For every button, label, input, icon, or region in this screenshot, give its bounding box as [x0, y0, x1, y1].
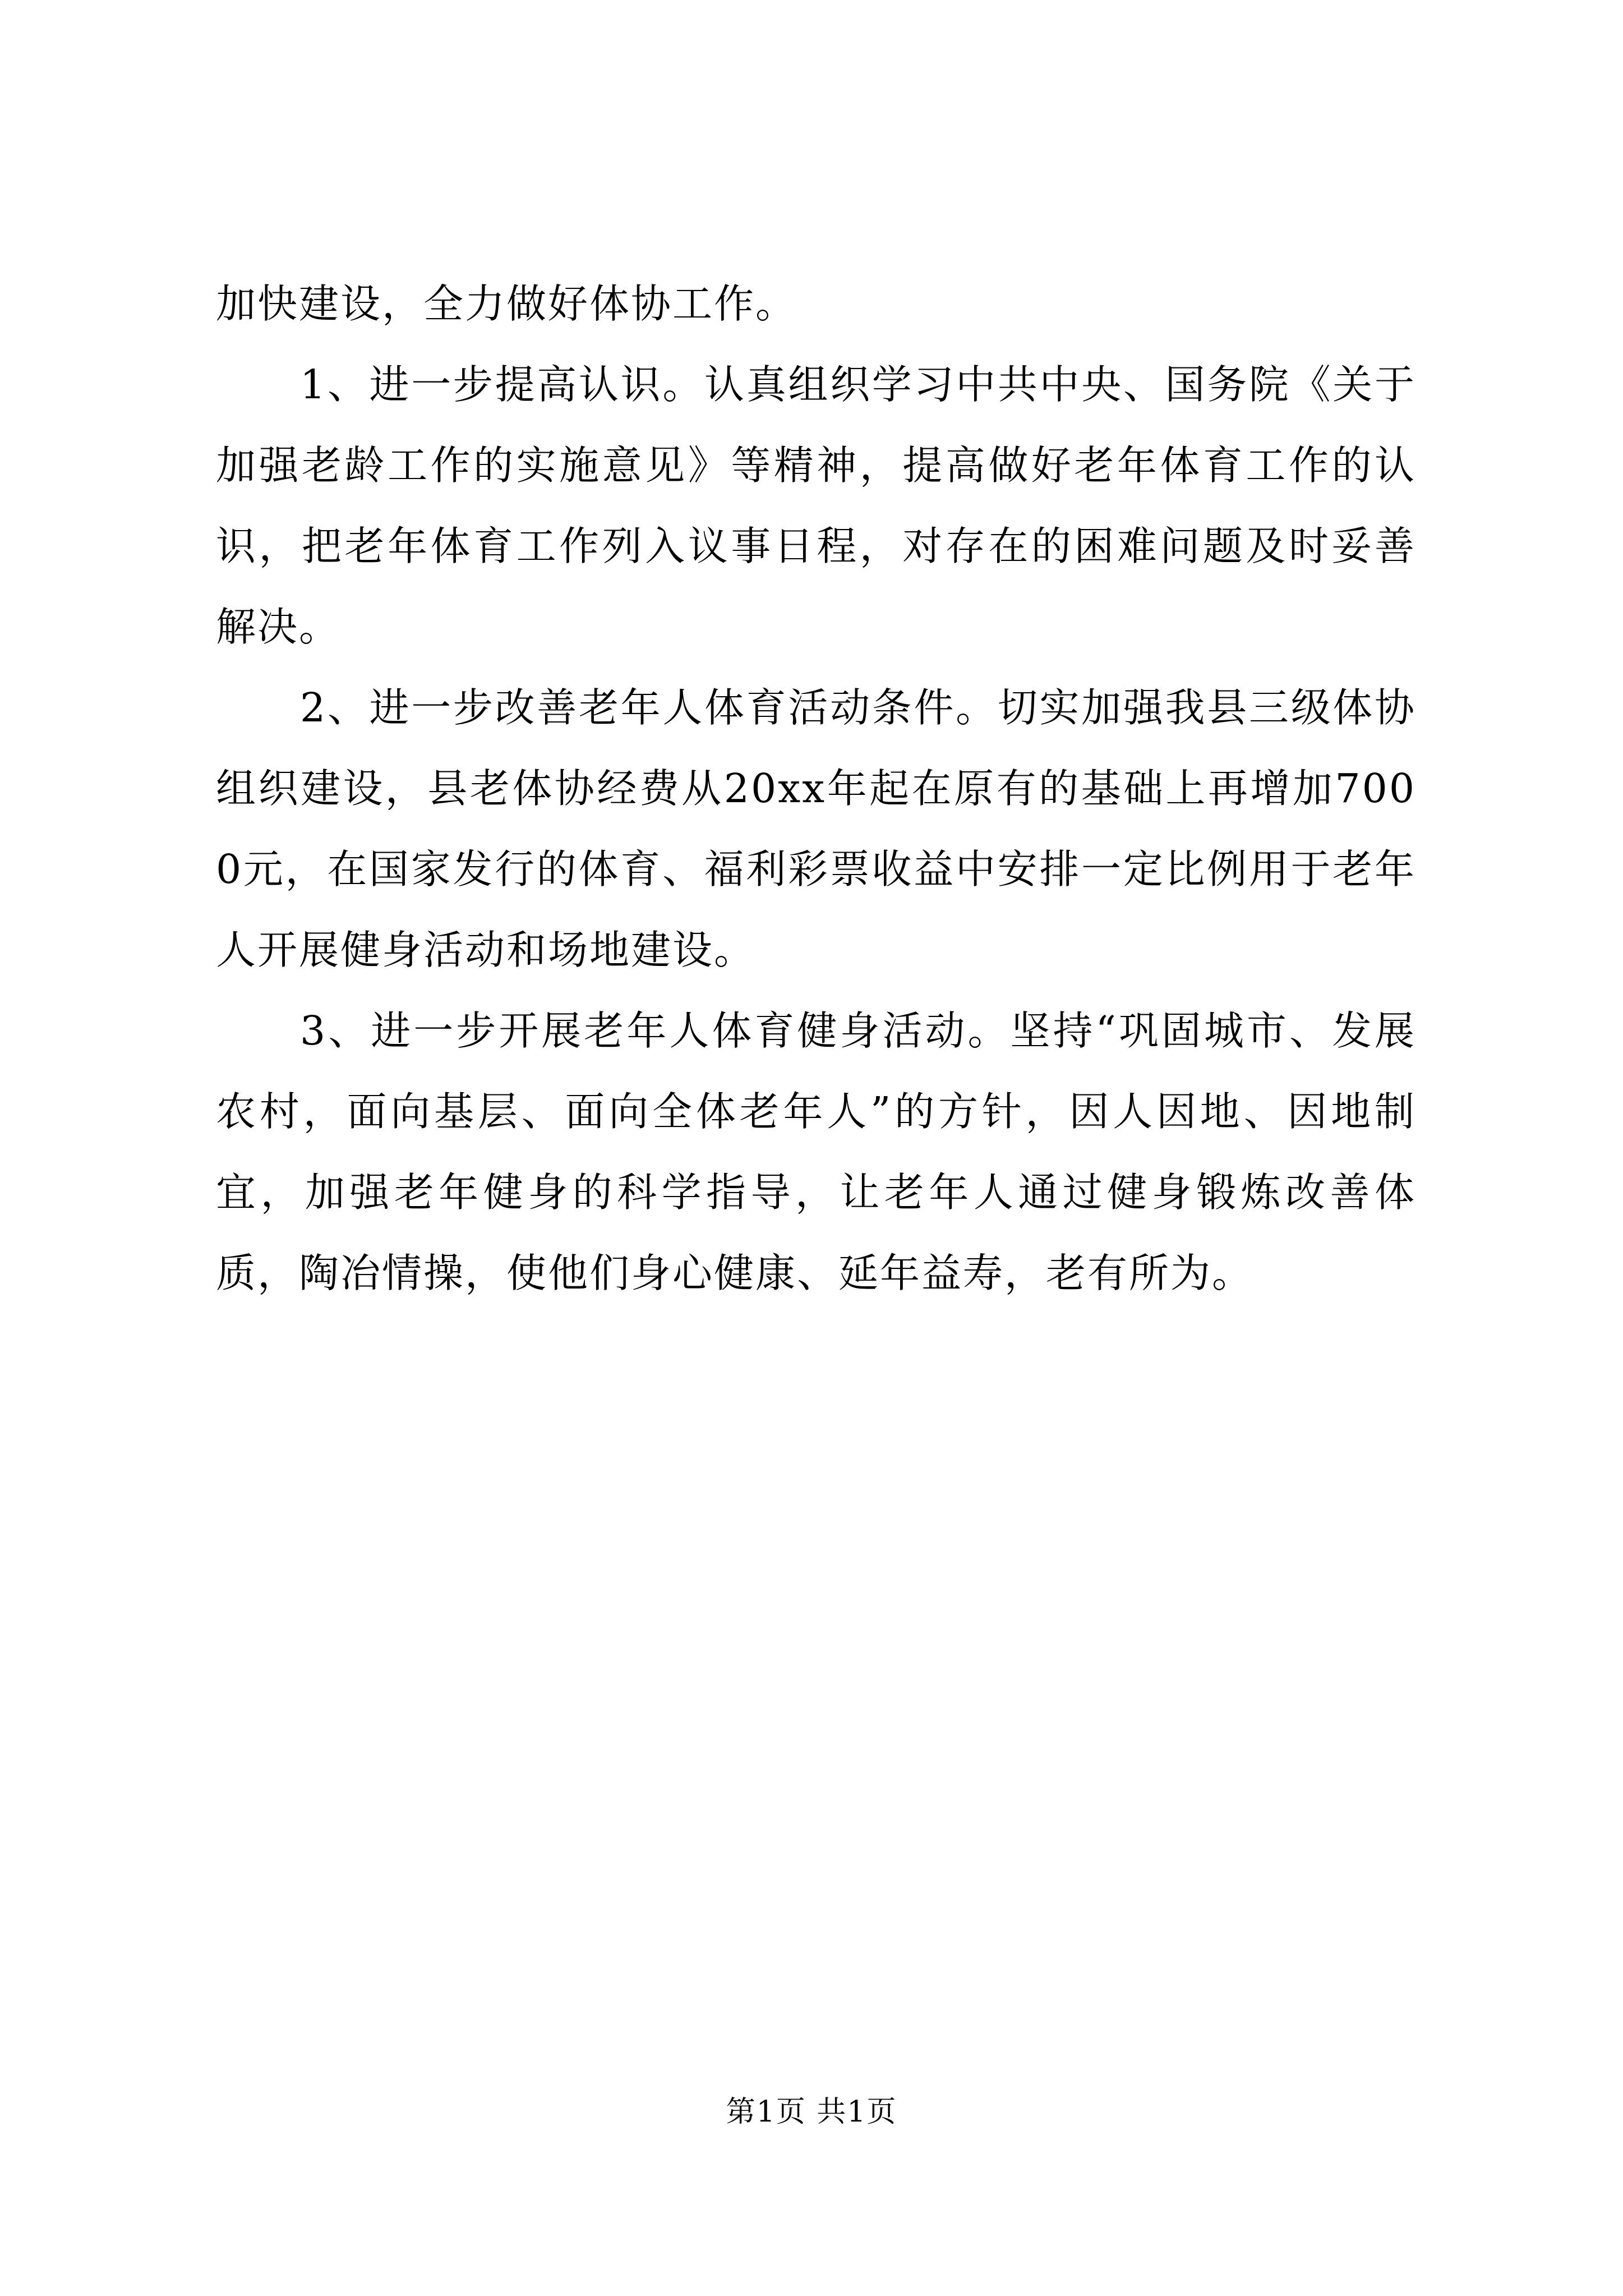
paragraph-item-3: 3、进一步开展老年人体育健身活动。坚持“巩固城市、发展农村，面向基层、面向全体老年人”的方针，因人因地、因地制宜，加强老年健身的科学指导，让老年人通过健身锻炼改善体质，陶冶情操，使他们身心健康、延年益寿，老有所为。 — [216, 1007, 1416, 1296]
paragraph-item-1: 1、进一步提高认识。认真组织学习中共中央、国务院《关于加强老龄工作的实施意见》等精神，提高做好老年体育工作的认识，把老年体育工作列入议事日程，对存在的困难问题及时妥善解决。 — [216, 361, 1416, 650]
document-body — [216, 264, 1416, 1314]
page-footer: 第1页 共1页 — [726, 2095, 897, 2129]
paragraph-item-2: 2、进一步改善老年人体育活动条件。切实加强我县三级体协组织建设，县老体协经费从20xx年起在原有的基础上再增加7000元，在国家发行的体育、福利彩票收益中安排一定比例用于老年人开展健身活动和场地建设。 — [216, 684, 1416, 973]
paragraph-intro: 加快建设，全力做好体协工作。 — [216, 280, 797, 327]
